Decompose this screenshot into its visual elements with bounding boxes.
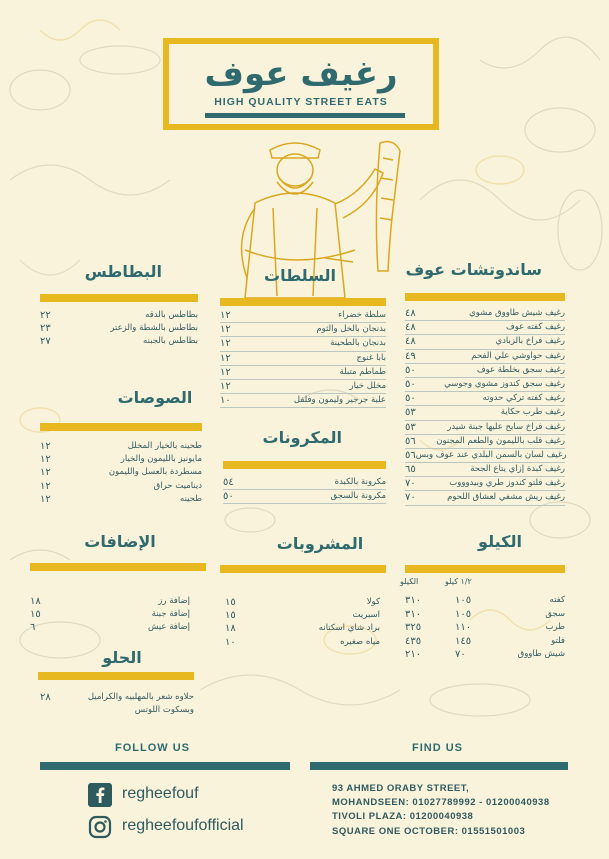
sweets-bar [38,672,194,680]
item-price: ٢٧ [40,336,51,348]
sandwiches-bar [405,293,565,301]
menu-item-row [40,322,198,335]
half-kilo-price: ١٠٥ [455,608,472,620]
menu-item-row [40,440,202,453]
item-price: ١٢ [40,467,51,479]
item-name: رغيف كفته عوف [505,322,565,333]
menu-item-row [40,704,194,717]
item-name: مكرونة بالكبدة [334,477,386,487]
menu-item-row [40,335,198,348]
item-name: وبسكوت اللوتس [134,705,194,716]
item-name: رغيف طرب حكاية [500,407,565,418]
item-price: ١٥ [225,610,236,622]
menu-item-row [405,392,565,406]
menu-item-row [405,477,565,491]
item-name: إضافة رز [158,596,190,606]
item-price: ٤٨ [405,308,416,319]
item-price: ١٠ [225,636,236,648]
kilo-header-kilo: الكيلو [400,577,419,586]
item-price: ١٢ [40,454,51,466]
kilo-row [405,621,565,635]
item-name: بطاطس بالدقه [145,310,198,320]
menu-item-row [220,380,386,394]
item-name: رغيف قلب بالليمون والطعم المجنون [436,435,565,446]
menu-item-row [405,421,565,435]
item-name: إضافة جبنة [151,609,190,620]
logo-box [163,38,439,130]
menu-item-row [405,378,565,392]
item-name: رغيف شيش طاووق مشوي [469,308,565,318]
kilo-item-name: شيش طاووق [517,649,565,660]
instagram-icon[interactable] [88,815,112,839]
potatoes-title: البطاطس [84,262,162,281]
menu-item-row [405,491,565,505]
item-price: ١٨ [225,623,236,635]
item-name: بدنجان بالطحينة [330,338,386,349]
salads-list [220,309,386,408]
item-name: رغيف فراخ بالزبادي [495,336,565,347]
menu-item-row [30,621,190,634]
instagram-handle[interactable]: regheefoufofficial [122,817,244,834]
menu-item-row [405,406,565,420]
kilo-item-name: سجق [545,608,565,619]
item-price: ١٢ [40,493,51,505]
menu-item-row [405,435,565,449]
item-name: مخلل خيار [349,380,386,391]
kilo-item-name: كفته [549,595,565,606]
item-name: مسطردة بالعسل والليمون [108,467,202,478]
item-price: ١٢ [220,366,231,378]
menu-item-row [405,307,565,321]
macaroni-bar [223,461,386,469]
menu-item-row [405,350,565,364]
item-price: ٥٠ [405,378,416,390]
additions-list [30,595,190,635]
find-title: FIND US [412,742,463,754]
menu-item-row [405,449,565,463]
item-price: ١٢ [220,352,231,364]
menu-item-row [40,466,202,479]
kilo-title: الكيلو [478,532,522,551]
item-name: حلاوه شعر بالمهلبيه والكراميل [87,692,194,702]
item-price: ٥٦ [405,449,416,461]
potatoes-bar [40,294,198,302]
drinks-list [225,596,380,649]
menu-item-row [30,595,190,608]
item-price: ٥٤ [223,477,234,488]
half-kilo-price: ١٤٥ [455,635,472,647]
kilo-row [405,635,565,649]
item-name: مكرونة بالسجق [330,491,386,502]
item-name: مياه صغيره [340,636,380,647]
item-name: رغيف ريش مشفي لعشاق اللحوم [447,492,565,503]
salads-bar [220,298,386,306]
item-price: ١٢ [220,338,231,350]
menu-item-row [405,335,565,349]
item-price: ١٠ [220,395,231,407]
kilo-item-name: فلتو [551,635,565,646]
item-price: ١٢ [40,480,51,492]
kilo-price: ٢١٠ [405,649,422,661]
macaroni-title: المكرونات [262,428,342,447]
sandwiches-title: ساندوتشات عوف [405,260,542,279]
item-price: ١٥ [30,609,41,621]
item-price: ١٢ [220,324,231,336]
item-name: رغيف كفته تركي حدوته [482,393,565,404]
kilo-header-half: ١/٢ كيلو [445,577,472,586]
drinks-bar [220,565,386,573]
item-name: طحينه [180,493,202,504]
item-price: ٤٩ [405,350,416,362]
item-price: ١٢ [220,380,231,392]
item-price: ٦٥ [405,464,416,476]
additions-bar [30,563,206,571]
menu-item-row [220,394,386,408]
sauces-title: الصوصات [117,388,193,407]
menu-item-row [30,608,190,621]
item-price: ٦ [30,622,36,634]
item-name: ديناميت حراق [153,480,202,491]
item-name: كولا [366,597,380,607]
menu-item-row [223,476,386,490]
menu-item-row [40,309,198,322]
kilo-price: ٣١٠ [405,608,422,620]
additions-title: الإضافات [84,532,156,551]
item-name: رغيف سجق كندوز مشوي وجوسي [444,378,565,389]
item-name: براد شاي اسكتانه [318,623,380,634]
address-line-1: 93 AHMED ORABY STREET, [332,783,470,794]
item-price: ٢٢ [40,310,51,321]
kilo-bar [405,565,565,573]
half-kilo-price: ١١٠ [455,622,472,634]
menu-item-row [225,609,380,622]
kilo-price: ٣٢٥ [405,622,422,634]
item-price: ٧٠ [405,492,416,504]
logo-underline [205,113,405,118]
kilo-price: ٤٣٥ [405,635,422,647]
facebook-handle[interactable]: regheefouf [122,785,199,802]
item-price: ١٢ [220,310,231,321]
item-name: بدنجان بالخل والثوم [316,324,386,335]
menu-item-row [220,309,386,323]
half-kilo-price: ٧٠ [455,649,466,661]
item-price: ١٢ [40,441,51,452]
potatoes-list [40,309,198,349]
kilo-price: ٣١٠ [405,595,422,607]
menu-item-row [220,352,386,366]
item-price: ٥٠ [223,491,234,503]
sandwiches-list [405,307,565,506]
item-name: رغيف فراخ سايح عليها جبنة شيدر [447,421,565,432]
menu-item-row [40,453,202,466]
item-name: علبة جرجير وليمون وفلفل [293,395,386,406]
item-price: ٥٠ [405,393,416,405]
kilo-row [405,648,565,662]
item-price: ٥٣ [405,421,416,433]
item-price: ٢٣ [40,323,51,335]
kilo-row [405,608,565,622]
item-name: اسبريت [352,610,380,621]
item-price: ٤٨ [405,322,416,334]
menu-item-row [40,480,202,493]
menu-item-row [405,364,565,378]
item-price: ٥٦ [405,435,416,447]
sweets-title: الحلو [102,648,142,667]
item-name: بابا غنوج [356,352,386,363]
brand-name: رغيف عوف [204,54,398,94]
drinks-title: المشروبات [276,534,364,553]
address-line-4: SQUARE ONE OCTOBER: 01551501003 [332,826,526,837]
menu-item-row [220,366,386,380]
item-name: طحينه بالخيار المخلل [127,441,202,451]
facebook-icon[interactable] [88,783,112,807]
item-price: ٧٠ [405,478,416,490]
menu-item-row [405,463,565,477]
half-kilo-price: ١٠٥ [455,595,472,607]
item-price: ٥٣ [405,407,416,419]
item-price: ١٨ [30,596,41,607]
address-line-2: MOHANDSEEN: 01027789992 - 01200040938 [332,797,550,808]
menu-item-row [225,636,380,649]
item-name: رغيف لسان بالسمن البلدي عند عوف وبس [415,449,567,460]
sauces-list [40,440,202,506]
find-bar [310,762,568,770]
menu-item-row [225,622,380,635]
item-name: بطاطس بالجبنه [143,336,198,347]
item-name: بطاطس بالشطة والزعتر [110,323,198,334]
item-price: ٢٨ [40,692,51,703]
menu-item-row [405,321,565,335]
macaroni-list [223,476,386,504]
item-price: ٥٠ [405,364,416,376]
kilo-item-name: طرب [545,622,565,633]
item-name: سلطة خضراء [338,310,386,320]
menu-item-row [40,691,194,704]
salads-title: السلطات [264,266,336,285]
item-name: إضافة عيش [148,622,190,633]
menu-item-row [225,596,380,609]
follow-title: FOLLOW US [115,742,190,754]
menu-item-row [220,323,386,337]
item-name: رغيف كبدة إزاي يتاع الجحة [470,464,565,475]
menu-item-row [40,493,202,506]
item-price: ١٥ [225,597,236,608]
item-name: رغيف فلتو كندوز طري وبيدوووب [449,478,565,489]
item-name: طماطم متبلة [339,366,386,377]
kilo-list [405,594,565,662]
kilo-row [405,594,565,608]
item-price: ٤٨ [405,336,416,348]
item-name: رغيف حواوشي علي الفحم [471,350,565,361]
menu-item-row [223,490,386,504]
follow-bar [40,762,290,770]
address-line-3: TIVOLI PLAZA: 01200040938 [332,811,474,822]
brand-tagline: HIGH QUALITY STREET EATS [214,96,388,108]
sweets-list [40,691,194,717]
item-name: رغيف سجق بخلطة عوف [476,364,565,375]
item-name: مايونيز بالليمون والخيار [120,454,202,465]
menu-item-row [220,337,386,351]
sauces-bar [40,423,202,431]
